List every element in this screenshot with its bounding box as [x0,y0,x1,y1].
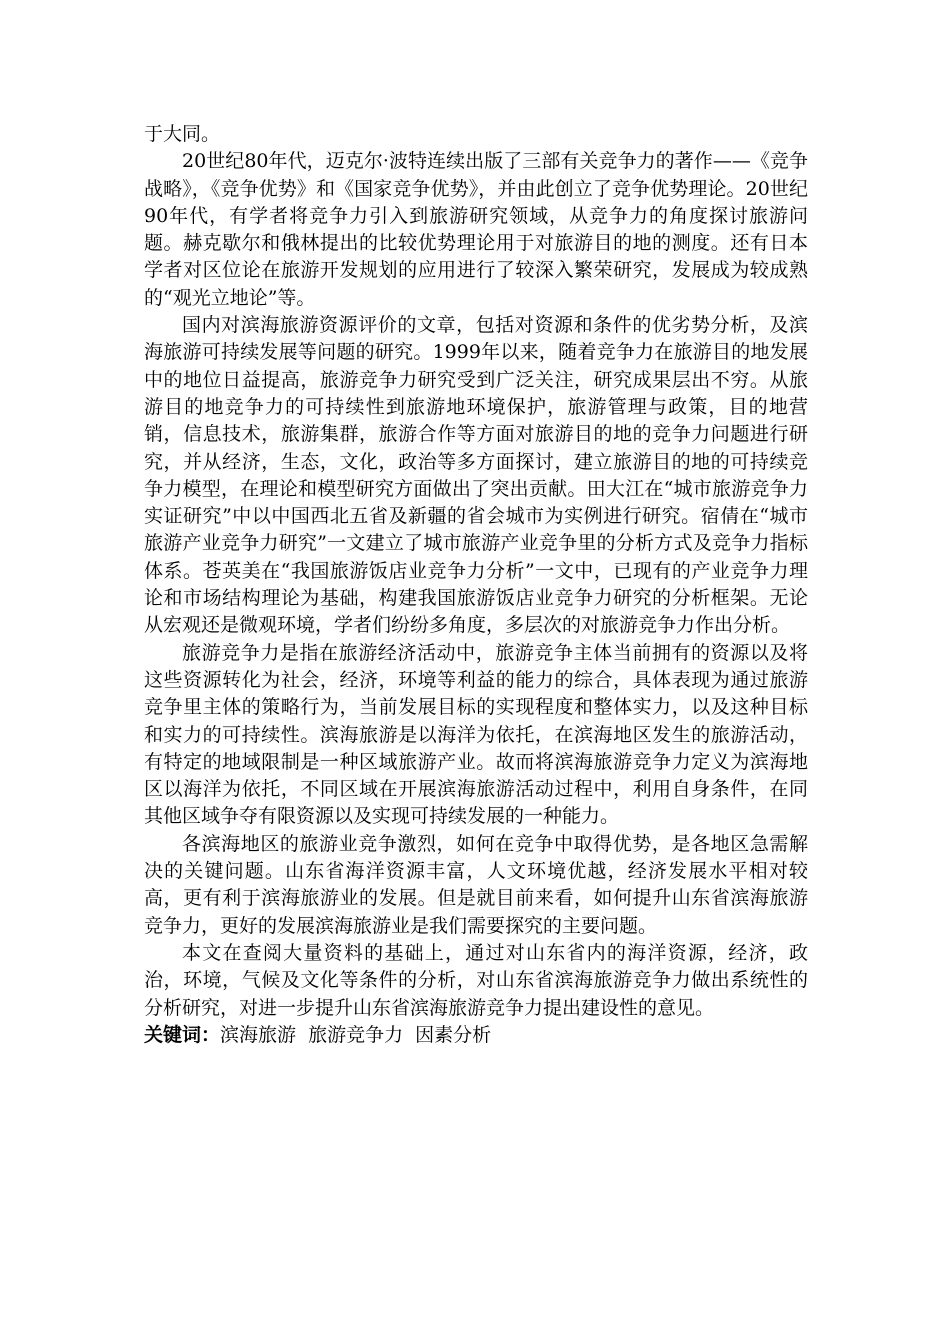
keywords-text: 滨海旅游 旅游竞争力 因素分析 [220,1023,492,1046]
paragraph-continuation: 于大同。 [144,123,221,145]
paragraph-domestic-research: 国内对滨海旅游资源评价的文章，包括对资源和条件的优劣势分析，及滨海旅游可持续发展等问题的研究。1999年以来，随着竞争力在旅游目的地发展中的地位日益提高，旅游竞争力研究受到广泛关注，研究成果层出不穷。从旅游目的地竞争力的可持续性到旅游地环境保护，旅游管理与政策，目的地营销，信息技术，旅游集群，旅游合作等方面对旅游目的地的竞争力问题进行研究，并从经济，生态，文化，政治等多方面探讨，建立旅游目的地的可持续竞争力模型，在理论和模型研究方面做出了突出贡献。田大江在“城市旅游竞争力实证研究”中以中国西北五省及新疆的省会城市为实例进行研究。宿倩在“城市旅游产业竞争力研究”一文建立了城市旅游产业竞争里的分析方式及竞争力指标体系。苍英美在“我国旅游饭店业竞争力分析”一文中，已现有的产业竞争力理论和市场结构理论为基础，构建我国旅游饭店业竞争力研究的分析框架。无论从宏观还是微观环境，学者们纷纷多角度，多层次的对旅游竞争力作出分析。 [144,314,808,637]
document-body [144,121,808,1049]
keywords-label: 关键词： [144,1023,221,1046]
keywords-line [144,1022,808,1049]
paragraph-shandong-problem: 各滨海地区的旅游业竞争激烈，如何在竞争中取得优势，是各地区急需解决的关键问题。山东省海洋资源丰富，人文环境优越，经济发展水平相对较高，更有利于滨海旅游业的发展。但是就目前来看，如何提升山东省滨海旅游竞争力，更好的发展滨海旅游业是我们需要探究的主要问题。 [144,832,808,937]
paragraph-study-purpose: 本文在查阅大量资料的基础上，通过对山东省内的海洋资源，经济，政治，环境，气候及文化等条件的分析，对山东省滨海旅游竞争力做出系统性的分析研究，对进一步提升山东省滨海旅游竞争力提出建设性的意见。 [144,941,808,1019]
paragraph-competitiveness-definition: 旅游竞争力是指在旅游经济活动中，旅游竞争主体当前拥有的资源以及将这些资源转化为社会，经济，环境等利益的能力的综合，具体表现为通过旅游竞争里主体的策略行为，当前发展目标的实现程度和整体实力，以及这种目标和实力的可持续性。滨海旅游是以海洋为依托，在滨海地区发生的旅游活动，有特定的地域限制是一种区域旅游产业。故而将滨海旅游竞争力定义为滨海地区以海洋为依托，不同区域在开展滨海旅游活动过程中，利用自身条件，在同其他区域争夺有限资源以及实现可持续发展的一种能力。 [144,641,808,828]
paragraph-porter-theory: 20世纪80年代，迈克尔·波特连续出版了三部有关竞争力的著作——《竞争战略》，《竞争优势》和《国家竞争优势》，并由此创立了竞争优势理论。20世纪90年代，有学者将竞争力引入到旅游研究领域，从竞争力的角度探讨旅游问题。赫克歇尔和俄林提出的比较优势理论用于对旅游目的地的测度。还有日本学者对区位论在旅游开发规划的应用进行了较深入繁荣研究，发展成为较成熟的“观光立地论”等。 [144,150,808,309]
